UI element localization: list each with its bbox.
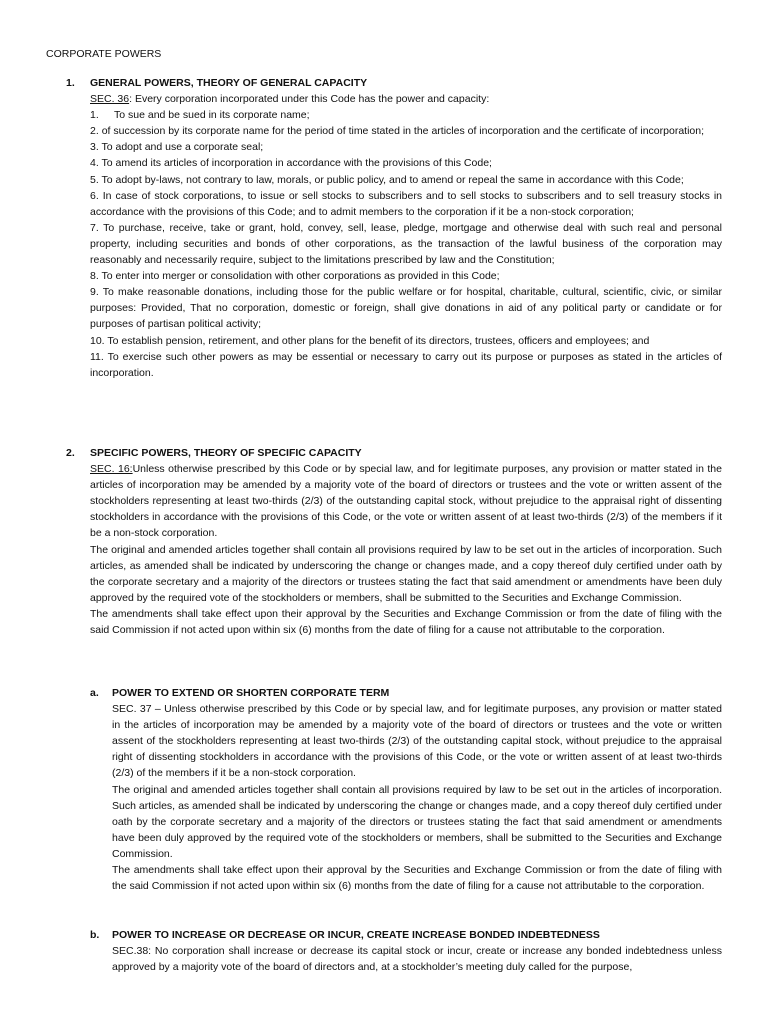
section-title: GENERAL POWERS, THEORY OF GENERAL CAPACITY <box>90 77 368 89</box>
subsection-capital-stock <box>90 927 722 975</box>
subsection-corporate-term <box>90 685 722 894</box>
section-number: 2. <box>66 447 75 459</box>
section-reference: SEC. 36 <box>90 93 130 106</box>
list-item: 4. To amend its articles of incorporation in accordance with the provisions of this Code; <box>90 157 492 170</box>
section-number: 1. <box>66 77 75 89</box>
document-title: CORPORATE POWERS <box>46 48 162 60</box>
list-item: 6. In case of stock corporations, to issue or sell stocks to subscribers and to sell stocks to subscribers and to sell treasury stocks in accordance with the provisions of this Code; and to admit members to the corporation if it be a non-stock corporation; <box>90 189 723 218</box>
paragraph: The amendments shall take effect upon their approval by the Securities and Exchange Commission or from the date of filing with the said Commission if not acted upon within six (6) months from the date of filing for a cause not attributable to the corporation. <box>90 607 722 637</box>
subsection-heading <box>90 685 722 701</box>
section-reference: SEC. 16: <box>90 463 133 476</box>
list-item: 10. To establish pension, retirement, and other plans for the benefit of its directors, trustees, officers and employees; and <box>90 334 650 347</box>
subsection-title: POWER TO INCREASE OR DECREASE OR INCUR, CREATE INCREASE BONDED INDEBTEDNESS <box>112 929 600 941</box>
list-item: 3. To adopt and use a corporate seal; <box>90 141 264 154</box>
section-intro: SEC. 36: Every corporation incorporated under this Code has the power and capacity: <box>90 93 490 106</box>
section-specific-powers <box>66 445 722 638</box>
list-item: 9. To make reasonable donations, including those for the public welfare or for hospital, charitable, cultural, scientific, civic, or similar purposes: Provided, That no corporation, domestic or foreign, shall give donations in aid of any political party or candidate or for purposes of partisan political activity; <box>90 286 722 331</box>
section-heading <box>66 445 722 461</box>
paragraph: SEC. 37 – Unless otherwise prescribed by this Code or by special law, and for legitimate purposes, any provision or matter stated in the articles of incorporation may be amended by a majority vote of the board of directors or trustees and the vote or written assent of the stockholders representing at least two-thirds (2/3) of the outstanding capital stock, without prejudice to the appraisal right of dissenting stockholders in accordance with the provisions of this Code, or the vote or written assent of at least two-thirds (2/3) of the members if it be a non-stock corporation. <box>112 703 722 780</box>
list-item: 7. To purchase, receive, take or grant, hold, convey, sell, lease, pledge, mortgage and otherwise deal with such real and personal property, including securities and bonds of other corporations, as the transaction of the lawful business of the corporation may reasonably and necessarily require, subject to the limitations prescribed by law and the Constitution; <box>90 221 722 267</box>
paragraph: The amendments shall take effect upon their approval by the Securities and Exchange Commission or from the date of filing with the said Commission if not acted upon within six (6) months from the date of filing for a cause not attributable to the corporation. <box>112 864 722 893</box>
subsection-letter: b. <box>90 929 100 941</box>
subsection-body <box>112 701 722 894</box>
section-body <box>90 91 722 381</box>
section-heading <box>66 75 722 91</box>
subsection-body <box>112 943 722 975</box>
subsection-letter: a. <box>90 687 99 699</box>
subsection-title: POWER TO EXTEND OR SHORTEN CORPORATE TERM <box>112 687 390 699</box>
paragraph: SEC. 16:Unless otherwise prescribed by this Code or by special law, and for legitimate purposes, any provision or matter stated in the articles of incorporation may be amended by a majority vote of the board of directors or trustees and the vote or written assent of the stockholders representing at least two-thirds (2/3) of the outstanding capital stock, without prejudice to the appraisal right of dissenting stockholders in accordance with the provisions of this Code, or the vote or written assent of at least two-thirds (2/3) of the members if it be a non-stock corporation. <box>90 463 722 540</box>
section-body <box>90 461 722 638</box>
list-item: 5. To adopt by-laws, not contrary to law, morals, or public policy, and to amend or repeal the same in accordance with this Code; <box>90 173 684 186</box>
list-item: 1. To sue and be sued in its corporate name; <box>90 109 310 122</box>
paragraph: The original and amended articles together shall contain all provisions required by law to be set out in the articles of incorporation. Such articles, as amended shall be indicated by underscoring the change or changes made, and a copy thereof duly certified under oath by the corporate secretary and a majority of the directors or trustees stating the fact that said amendment or amendments have been duly approved by the required vote of the stockholders or members, shall be submitted to the Securities and Exchange Commission. <box>90 543 722 604</box>
paragraph: The original and amended articles together shall contain all provisions required by law to be set out in the articles of incorporation. Such articles, as amended shall be indicated by underscoring the change or changes made, and a copy thereof duly certified under oath by the corporate secretary and a majority of the directors or trustees stating the fact that said amendment or amendments have been duly approved by the required vote of the stockholders or members, shall be submitted to the Securities and Exchange Commission. <box>112 783 722 860</box>
list-item: 2. of succession by its corporate name for the period of time stated in the articles of incorporation and the certificate of incorporation; <box>90 125 705 138</box>
list-item: 11. To exercise such other powers as may be essential or necessary to carry out its purpose or purposes as stated in the articles of incorporation. <box>90 350 722 379</box>
subsection-heading <box>90 927 722 943</box>
paragraph: SEC.38: No corporation shall increase or decrease its capital stock or incur, create or increase any bonded indebtedness unless approved by a majority vote of the board of directors and, at a stockholder’s meeting duly called for the purpose, <box>112 945 722 974</box>
section-general-powers <box>66 75 722 381</box>
section-title: SPECIFIC POWERS, THEORY OF SPECIFIC CAPACITY <box>90 447 362 459</box>
list-item: 8. To enter into merger or consolidation with other corporations as provided in this Code; <box>90 270 500 283</box>
